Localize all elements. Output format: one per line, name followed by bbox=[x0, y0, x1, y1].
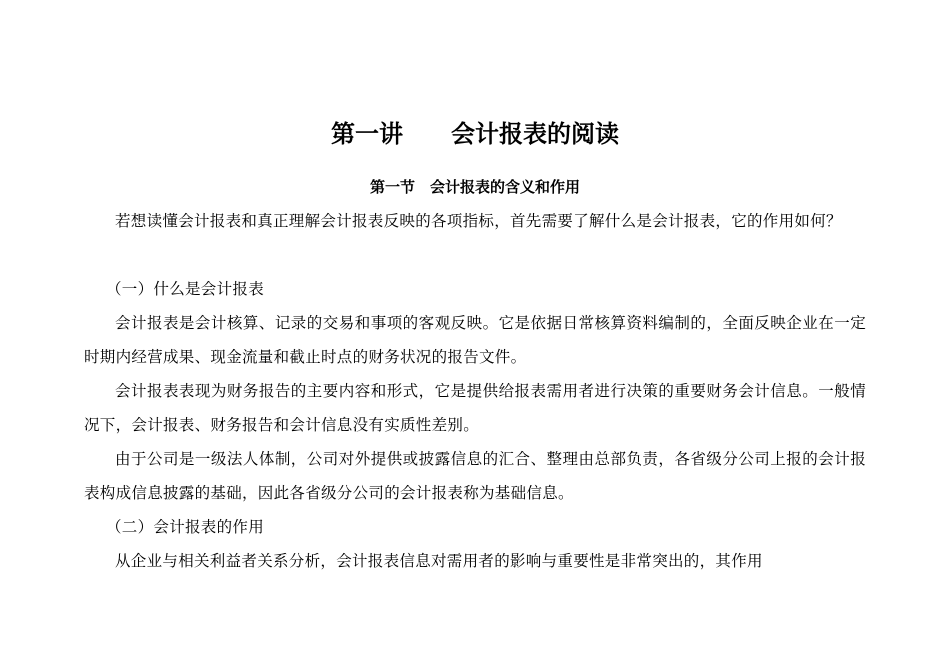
section-title: 第一节 会计报表的含义和作用 bbox=[369, 178, 580, 196]
function-paragraph: 从企业与相关利益者关系分析，会计报表信息对需用者的影响与重要性是非常突出的，其作用 bbox=[115, 552, 763, 570]
form-paragraph: 会计报表表现为财务报告的主要内容和形式，它是提供给报表需用者进行决策的重要财务会计信息。一般情况下，会计报表、财务报告和会计信息没有实质性差别。 bbox=[84, 382, 866, 434]
disclosure-paragraph: 由于公司是一级法人体制，公司对外提供或披露信息的汇合、整理由总部负责，各省级分公司上报的会计报表构成信息披露的基础，因此各省级分公司的会计报表称为基础信息。 bbox=[84, 450, 866, 502]
subheading-what-is: （一）什么是会计报表 bbox=[106, 280, 265, 298]
lecture-title: 第一讲 会计报表的阅读 bbox=[331, 119, 619, 148]
subheading-function: （二）会计报表的作用 bbox=[106, 518, 265, 536]
intro-paragraph: 若想读懂会计报表和真正理解会计报表反映的各项指标，首先需要了解什么是会计报表，它的作用如何？ bbox=[115, 212, 842, 230]
definition-paragraph: 会计报表是会计核算、记录的交易和事项的客观反映。它是依据日常核算资料编制的，全面反映企业在一定时期内经营成果、现金流量和截止时点的财务状况的报告文件。 bbox=[84, 314, 866, 366]
